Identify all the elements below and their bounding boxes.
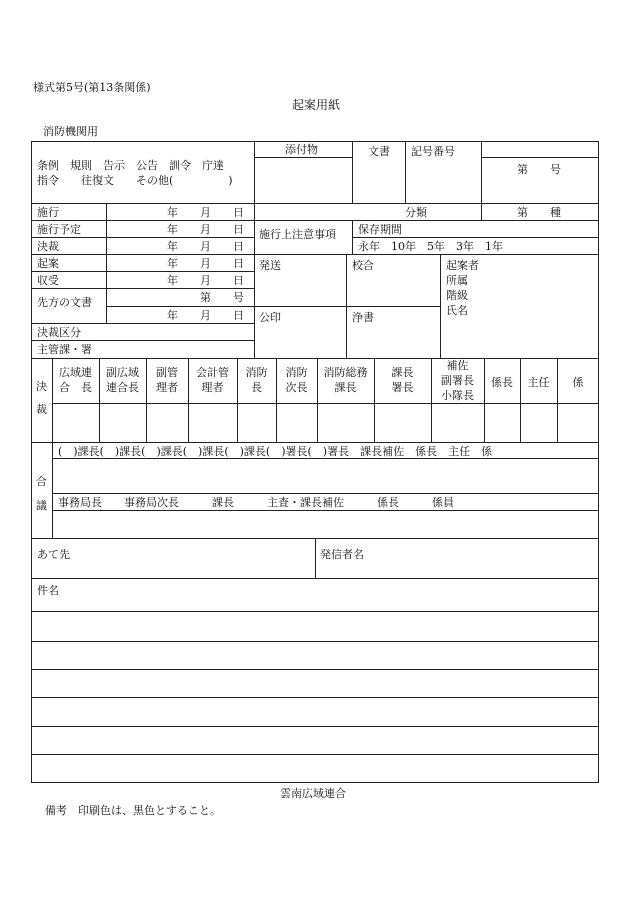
footer-note: 備考 印刷色は、黒色とすること。	[45, 804, 221, 817]
approval-column-header: 消防総務 課長	[323, 366, 368, 394]
subject-label: 件名	[37, 584, 59, 597]
approval-label-top: 決	[36, 380, 47, 393]
drafter-label: 起案者	[446, 259, 479, 272]
attachments-label: 添付物	[285, 143, 318, 156]
consultation-label-bottom: 議	[36, 499, 47, 512]
date-row-value: 年 月 日	[167, 257, 244, 270]
retention-options: 永年 10年 5年 3年 1年	[358, 240, 503, 253]
approval-column-header: 補佐 副署長 小隊長	[441, 359, 474, 402]
footer-org: 雲南広域連合	[280, 787, 346, 800]
rank-label: 階級	[446, 289, 468, 302]
approval-label-bottom: 裁	[36, 403, 47, 416]
date-row-value: 年 月 日	[167, 274, 244, 287]
approval-column-header: 主任	[527, 376, 550, 389]
date-row-value: 年 月 日	[167, 206, 244, 219]
name-label: 氏名	[446, 304, 468, 317]
decision-type-label: 決裁区分	[37, 326, 81, 339]
approval-column-header: 副管 理者	[156, 366, 178, 394]
approval-column-header: 会計管 理者	[196, 366, 229, 394]
date-row-value: 年 月 日	[167, 240, 244, 253]
document-label: 文書	[368, 145, 390, 158]
record-number-label: 記号番号	[411, 145, 455, 158]
recipient-label: あて先	[37, 548, 70, 561]
notes-label: 施行上注意事項	[259, 228, 336, 241]
approval-column-header: 広域連 合 長	[59, 366, 92, 394]
approval-column-header: 消防 次長	[285, 366, 308, 394]
sender-label: 発信者名	[320, 548, 364, 561]
lead-section-label: 主管課・署	[37, 343, 92, 356]
seal-label: 公印	[259, 311, 281, 324]
classification-label: 分類	[405, 206, 427, 219]
date-row-label: 施行予定	[37, 223, 81, 236]
consultation-label-top: 合	[36, 475, 47, 488]
dispatch-label: 発送	[259, 259, 281, 272]
approval-column-header: 課長 署長	[391, 366, 414, 394]
retention-label: 保存期間	[358, 223, 402, 236]
page-title: 起案用紙	[292, 98, 341, 112]
date-row-value: 年 月 日	[167, 223, 244, 236]
doc-categories-line1: 条例 規則 告示 公告 訓令 庁達	[37, 159, 224, 172]
doc-categories-line2: 指令 往復文 その他( )	[37, 174, 233, 187]
date-row-label: 決裁	[37, 240, 59, 253]
prior-doc-number: 第 号	[200, 291, 244, 304]
approval-column-header: 係長	[491, 376, 513, 389]
approval-column-header: 係	[572, 376, 584, 389]
number-label: 第 号	[517, 163, 561, 176]
affiliation-label: 所属	[446, 274, 468, 287]
consultation-row2: 事務局長 事務局次長 課長 主査・課長補佐 係長 係員	[58, 496, 454, 509]
org-label: 消防機関用	[43, 125, 98, 138]
approval-column-header: 消防 長	[245, 366, 268, 394]
form-number: 様式第5号(第13条関係)	[33, 81, 151, 94]
consultation-row1: ( )課長( )課長( )課長( )課長( )課長( )署長( )署長 課長補佐 係長 主任 係	[58, 445, 493, 458]
clean-copy-label: 浄書	[352, 311, 374, 324]
date-row-label: 起案	[37, 257, 59, 270]
approval-column-header: 副広域 連合長	[106, 366, 139, 394]
type-label: 第 種	[517, 206, 561, 219]
prior-doc-date: 年 月 日	[167, 309, 244, 322]
collation-label: 校合	[352, 259, 374, 272]
prior-doc-label: 先方の文書	[37, 296, 92, 309]
date-row-label: 収受	[37, 274, 59, 287]
date-row-label: 施行	[37, 206, 59, 219]
